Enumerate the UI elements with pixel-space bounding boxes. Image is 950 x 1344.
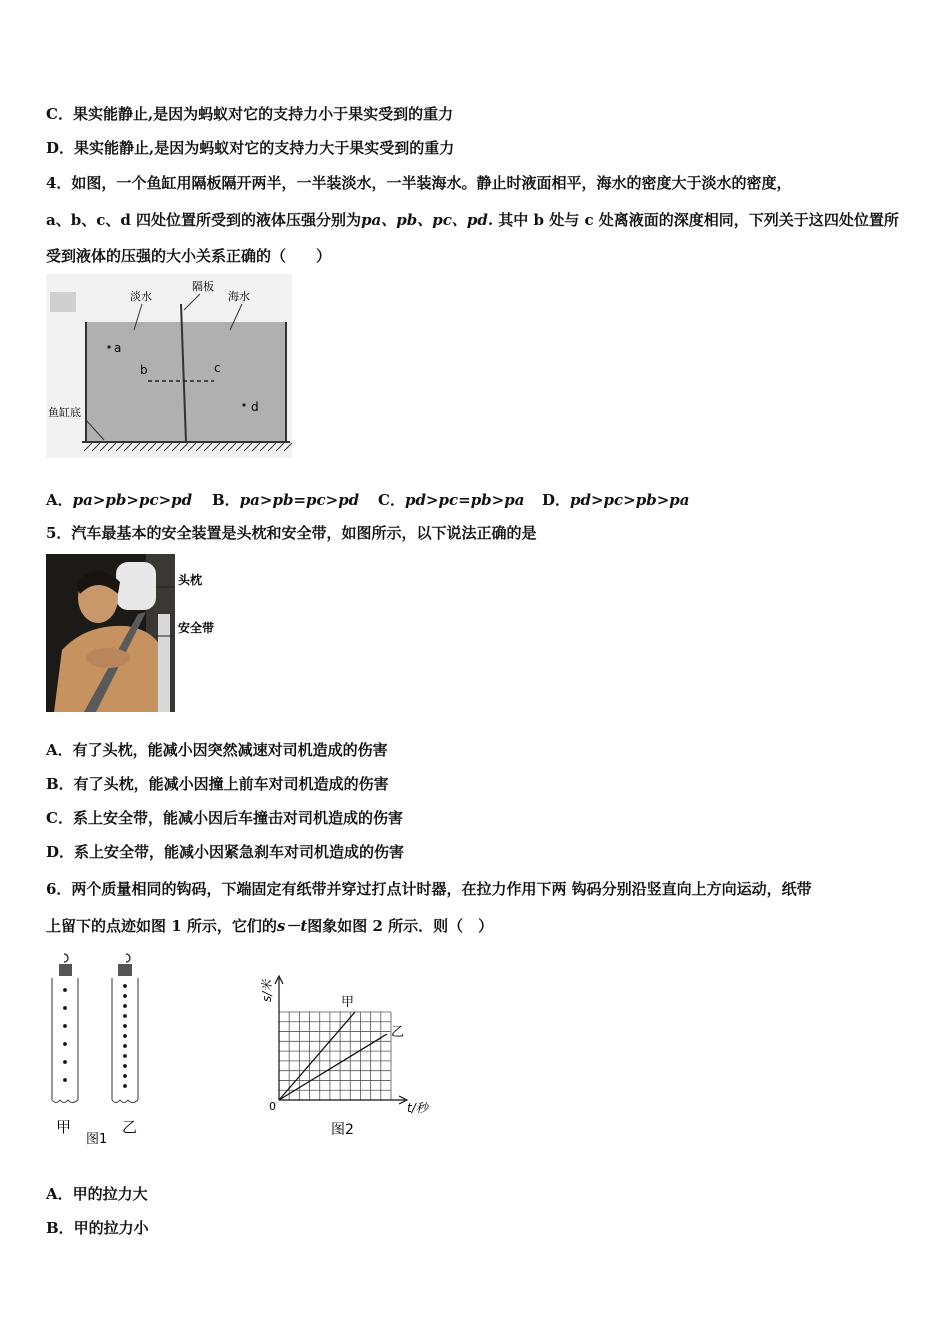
q6-dot-yi bbox=[123, 1034, 127, 1038]
q6-st-symbol: s－t bbox=[276, 917, 308, 935]
q3-option-c: C．果实能静止,是因为蚂蚁对它的支持力小于果实受到的重力 bbox=[46, 105, 454, 123]
q6-dots-jia bbox=[63, 988, 67, 1082]
q6-figure2 bbox=[255, 968, 455, 1144]
q6-fig1-caption: 图1 bbox=[86, 1132, 108, 1147]
q5-option-d: D．系上安全带，能减小因紧急刹车对司机造成的伤害 bbox=[46, 843, 405, 861]
q6-dot-yi bbox=[123, 1064, 127, 1068]
q6-tape-yi bbox=[112, 954, 138, 1103]
q5-headrest-text: 头枕 bbox=[178, 573, 203, 587]
q6-dot-jia bbox=[63, 1024, 67, 1028]
q5-headrest-shape bbox=[116, 562, 156, 610]
q4-label-b: b bbox=[140, 363, 148, 377]
q4-option-d: D．pd>pc>pb>pa bbox=[542, 491, 690, 509]
q5-stem: 5．汽车最基本的安全装置是头枕和安全带，如图所示，以下说法正确的是 bbox=[46, 524, 537, 542]
q6-dot-yi bbox=[123, 1054, 127, 1058]
q5-option-a: A．有了头枕，能减小因突然减速对司机造成的伤害 bbox=[46, 741, 388, 759]
q6-dot-yi bbox=[123, 1004, 127, 1008]
q6-x-axis-label: t/秒 bbox=[407, 1101, 428, 1115]
q4-photo-mark bbox=[50, 292, 76, 312]
q4-label-fresh-water: 淡水 bbox=[130, 290, 152, 303]
q4-label-d: d bbox=[251, 400, 259, 414]
q6-dot-yi bbox=[123, 1044, 127, 1048]
q4-label-sea-water: 海水 bbox=[228, 290, 250, 303]
q6-fig1-label-jia: 甲 bbox=[56, 1118, 72, 1136]
q4-stem-suffix: 其中 b 处与 c 处离液面的深度相同，下列关于这四处位置所 bbox=[493, 211, 899, 229]
q5-label-seatbelt bbox=[178, 620, 214, 635]
q4-option-b: B．pa>pb=pc>pd bbox=[212, 491, 360, 509]
q5-option-b: B．有了头枕，能减小因撞上前车对司机造成的伤害 bbox=[46, 775, 389, 793]
q6-dot-yi bbox=[123, 994, 127, 998]
q6-stem-line2 bbox=[46, 915, 493, 936]
q6-dot-jia bbox=[63, 1006, 67, 1010]
q4-stem-prefix: a、b、c、d 四处位置所受到的液体压强分别为 bbox=[46, 211, 362, 229]
q6-dot-yi bbox=[123, 984, 127, 988]
q4-option-c: C．pd>pc=pb>pa bbox=[378, 491, 525, 509]
q5-seatbelt-text: 安全带 bbox=[178, 621, 215, 635]
q4-stem-line1: 4．如图，一个鱼缸用隔板隔开两半，一半装淡水，一半装海水。静止时液面相平，海水的密度大于淡水的密度， bbox=[46, 174, 792, 192]
q6-dot-yi bbox=[123, 1074, 127, 1078]
q6-dot-yi bbox=[123, 1084, 127, 1088]
q4-stem-line3: 受到液体的压强的大小关系正确的（ ） bbox=[46, 247, 332, 265]
q6-origin-label: 0 bbox=[269, 1100, 276, 1113]
q3-option-d: D．果实能静止,是因为蚂蚁对它的支持力大于果实受到的重力 bbox=[46, 139, 455, 157]
q6-fig1-label-yi: 乙 bbox=[122, 1118, 138, 1136]
q6-stem-suffix: 图象如图 2 所示．则（ ） bbox=[307, 917, 494, 935]
q6-option-a: A．甲的拉力大 bbox=[46, 1185, 148, 1203]
q6-figure1 bbox=[46, 950, 156, 1150]
q4-point-a-dot bbox=[107, 345, 110, 348]
q6-dot-jia bbox=[63, 988, 67, 992]
q5-option-c: C．系上安全带，能减小因后车撞击对司机造成的伤害 bbox=[46, 809, 403, 827]
q6-line-jia bbox=[279, 1012, 355, 1100]
q6-dot-yi bbox=[123, 1014, 127, 1018]
q4-label-partition: 隔板 bbox=[192, 280, 214, 293]
q6-fig2-caption: 图2 bbox=[331, 1122, 354, 1138]
q6-option-b: B．甲的拉力小 bbox=[46, 1219, 149, 1237]
q6-dots-yi bbox=[123, 984, 127, 1088]
q6-st-grid bbox=[279, 1012, 391, 1100]
q4-pressures: pa、pb、pc、pd. bbox=[361, 211, 494, 229]
q4-label-c: c bbox=[214, 361, 221, 375]
q4-stem-line2 bbox=[46, 209, 899, 230]
q4-label-a: a bbox=[114, 341, 122, 355]
q5-label-headrest bbox=[178, 572, 203, 587]
q4-option-a: A．pa>pb>pc>pd bbox=[46, 491, 193, 509]
q6-dot-jia bbox=[63, 1042, 67, 1046]
q6-stem-line1: 6．两个质量相同的钩码，下端固定有纸带并穿过打点计时器，在拉力作用下两 钩码分别沿竖直向上方向运动，纸带 bbox=[46, 880, 812, 898]
q6-y-axis-label: s/米 bbox=[260, 979, 274, 1002]
q6-dot-jia bbox=[63, 1078, 67, 1082]
q4-point-d-dot bbox=[242, 403, 245, 406]
q6-fig2-label-yi: 乙 bbox=[391, 1025, 405, 1040]
q6-stem-prefix: 上留下的点迹如图 1 所示，它们的 bbox=[46, 917, 277, 935]
q4-tank-figure bbox=[46, 274, 292, 458]
q6-fig2-label-jia: 甲 bbox=[341, 995, 355, 1010]
q5-driver-figure bbox=[46, 554, 215, 712]
q6-dot-jia bbox=[63, 1060, 67, 1064]
q4-label-tank-bottom: 鱼缸底 bbox=[48, 406, 81, 419]
q6-dot-yi bbox=[123, 1024, 127, 1028]
